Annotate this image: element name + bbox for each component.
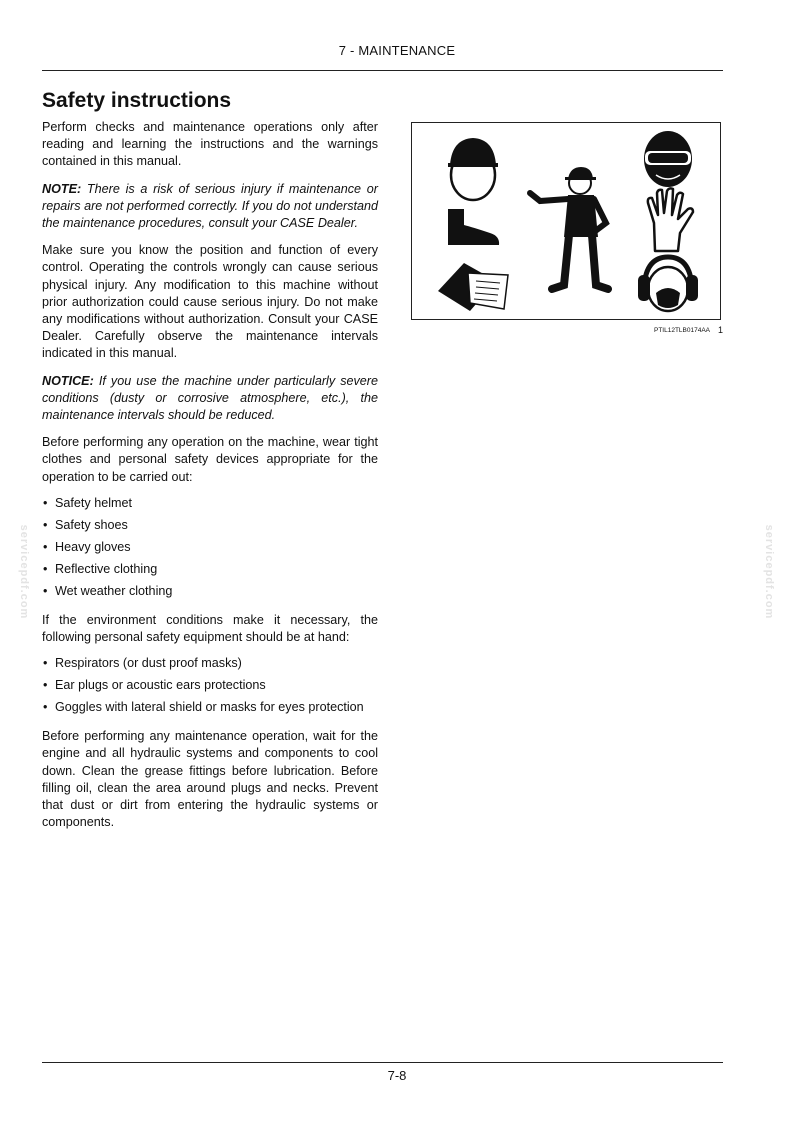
bullet: • (43, 583, 48, 598)
section-header: 7 - MAINTENANCE (338, 43, 456, 58)
bullet: • (43, 517, 48, 532)
safety-boot-icon (448, 209, 499, 249)
footer-rule (42, 1062, 723, 1063)
list-item: • Ear plugs or acoustic ears protections (42, 674, 378, 696)
goggles-icon (644, 131, 692, 187)
note-paragraph (42, 181, 378, 233)
bullet: • (43, 700, 48, 715)
bullet: • (43, 678, 48, 693)
bullet: • (43, 539, 48, 554)
bullet: • (43, 656, 48, 671)
page-number: 7-8 (387, 1068, 407, 1083)
worker-figure-icon (530, 167, 608, 289)
bullet: • (43, 495, 48, 510)
clothing-list (42, 492, 378, 602)
manual-booklet-icon (438, 263, 508, 311)
watermark-left: servicepdf.com (18, 524, 30, 620)
helmet-icon (448, 138, 498, 200)
notice-text: If you use the machine under particularly severe conditions (dusty or corrosive atmosphere, etc.), the maintenance intervals should be reduced. (42, 373, 378, 423)
bullet: • (43, 561, 48, 576)
paragraph-controls: Make sure you know the position and function of every control. Operating the controls wrongly can cause serious physical injury. Any modification to this machine without prior authorization could cause serious injury. Do not make any modifications without authorization. Consult your CASE Dealer. Carefully observe the maintenance intervals indicated in this manual. (42, 243, 378, 361)
safety-equipment-figure (411, 122, 721, 320)
list-item: • Goggles with lateral shield or masks for eyes protection (42, 696, 378, 718)
paragraph-clothing: Before performing any operation on the machine, wear tight clothes and personal safety devices appropriate for the operation to be carried out: (42, 435, 378, 484)
note-text: There is a risk of serious injury if maintenance or repairs are not performed correctly. If you do not understand the maintenance procedures, consult your CASE Dealer. (42, 181, 378, 231)
list-item: • Reflective clothing (42, 558, 378, 580)
notice-label: NOTICE: (42, 373, 94, 388)
list-item: • Safety helmet (42, 492, 378, 514)
figure-number: 1 (718, 325, 724, 335)
list-item: • Respirators (or dust proof masks) (42, 652, 378, 674)
figure-code: PTIL12TLB0174AA (653, 327, 710, 334)
header-rule (42, 70, 723, 71)
paragraph-intro: Perform checks and maintenance operations only after reading and learning the instructions and the warnings contained in this manual. (42, 120, 378, 169)
body-column (42, 119, 378, 841)
paragraph-environment: If the environment conditions make it necessary, the following personal safety equipment should be at hand: (42, 612, 378, 645)
list-item: • Wet weather clothing (42, 580, 378, 602)
equipment-list (42, 652, 378, 718)
note-label: NOTE: (42, 181, 82, 196)
paragraph-cooldown: Before performing any maintenance operation, wait for the engine and all hydraulic systems and components to cool down. Clean the grease fittings before lubrication. Before filling oil, clean the area around plugs and necks. Prevent that dust or dirt from entering the hydraulic systems or components. (42, 729, 378, 830)
page-title: Safety instructions (42, 89, 232, 112)
list-item: • Heavy gloves (42, 536, 378, 558)
watermark-right: servicepdf.com (763, 524, 775, 620)
notice-paragraph (42, 373, 378, 425)
ear-protection-icon (638, 257, 698, 311)
list-item: • Safety shoes (42, 514, 378, 536)
glove-icon (648, 188, 693, 251)
safety-equipment-illustration (412, 123, 722, 321)
